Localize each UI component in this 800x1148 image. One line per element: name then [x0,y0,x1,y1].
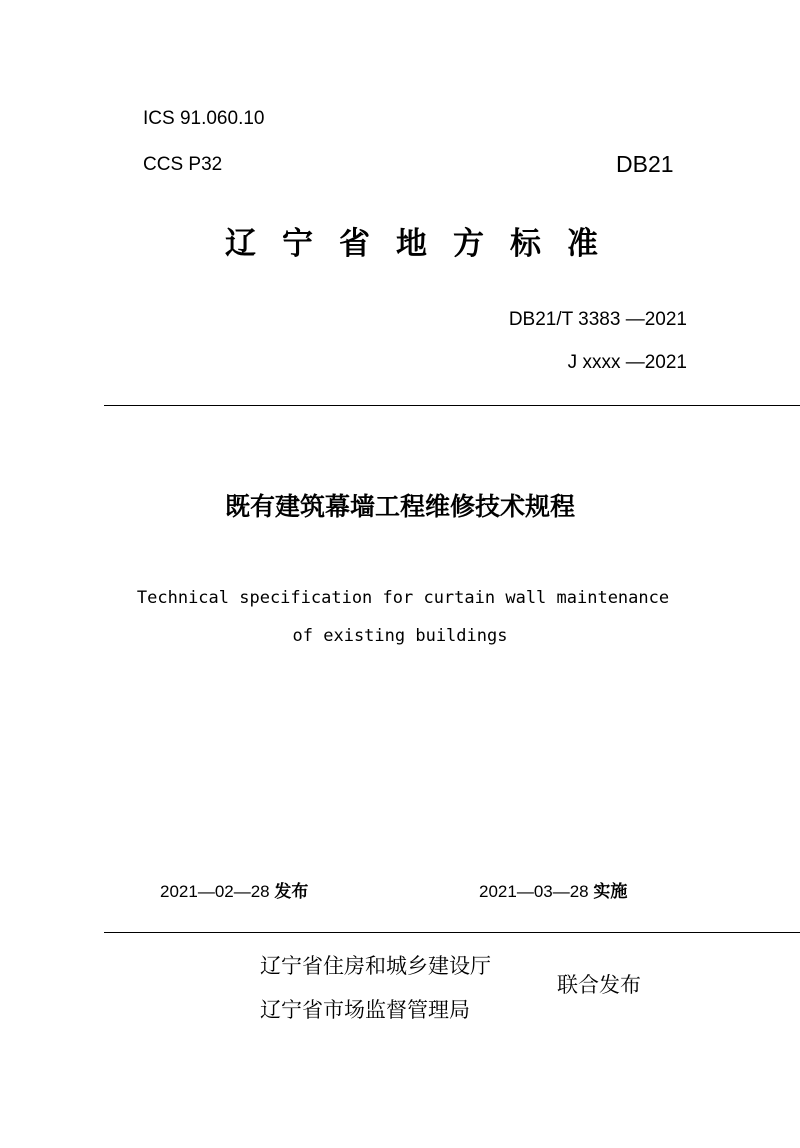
db-code: DB21 [616,151,674,177]
joint-issue-label: 联合发布 [557,973,641,997]
issue-date-block [160,877,308,902]
issuer-org-2: 辽宁省市场监督管理局 [260,998,470,1022]
standard-number: DB21/T 3383 —2021 [508,309,687,330]
document-title-en-line2: of existing buildings [292,626,508,646]
implement-date-block [479,877,627,902]
j-number: J xxxx —2021 [567,352,687,373]
issuer-org-1: 辽宁省住房和城乡建设厅 [260,954,491,978]
document-title-cn: 既有建筑幕墙工程维修技术规程 [224,492,575,521]
top-divider [104,405,800,406]
bottom-divider [104,932,800,933]
issue-label: 发布 [274,882,309,902]
issue-date: 2021—02—28 [160,882,270,901]
implement-label: 实施 [593,882,628,902]
document-title-en-line1: Technical specification for curtain wall maintenance [136,588,670,608]
ics-code: ICS 91.060.10 [143,108,265,129]
implement-date: 2021—03—28 [479,882,589,901]
ccs-code: CCS P32 [143,154,223,175]
standard-type-title: 辽宁省地方标准 [225,226,624,262]
